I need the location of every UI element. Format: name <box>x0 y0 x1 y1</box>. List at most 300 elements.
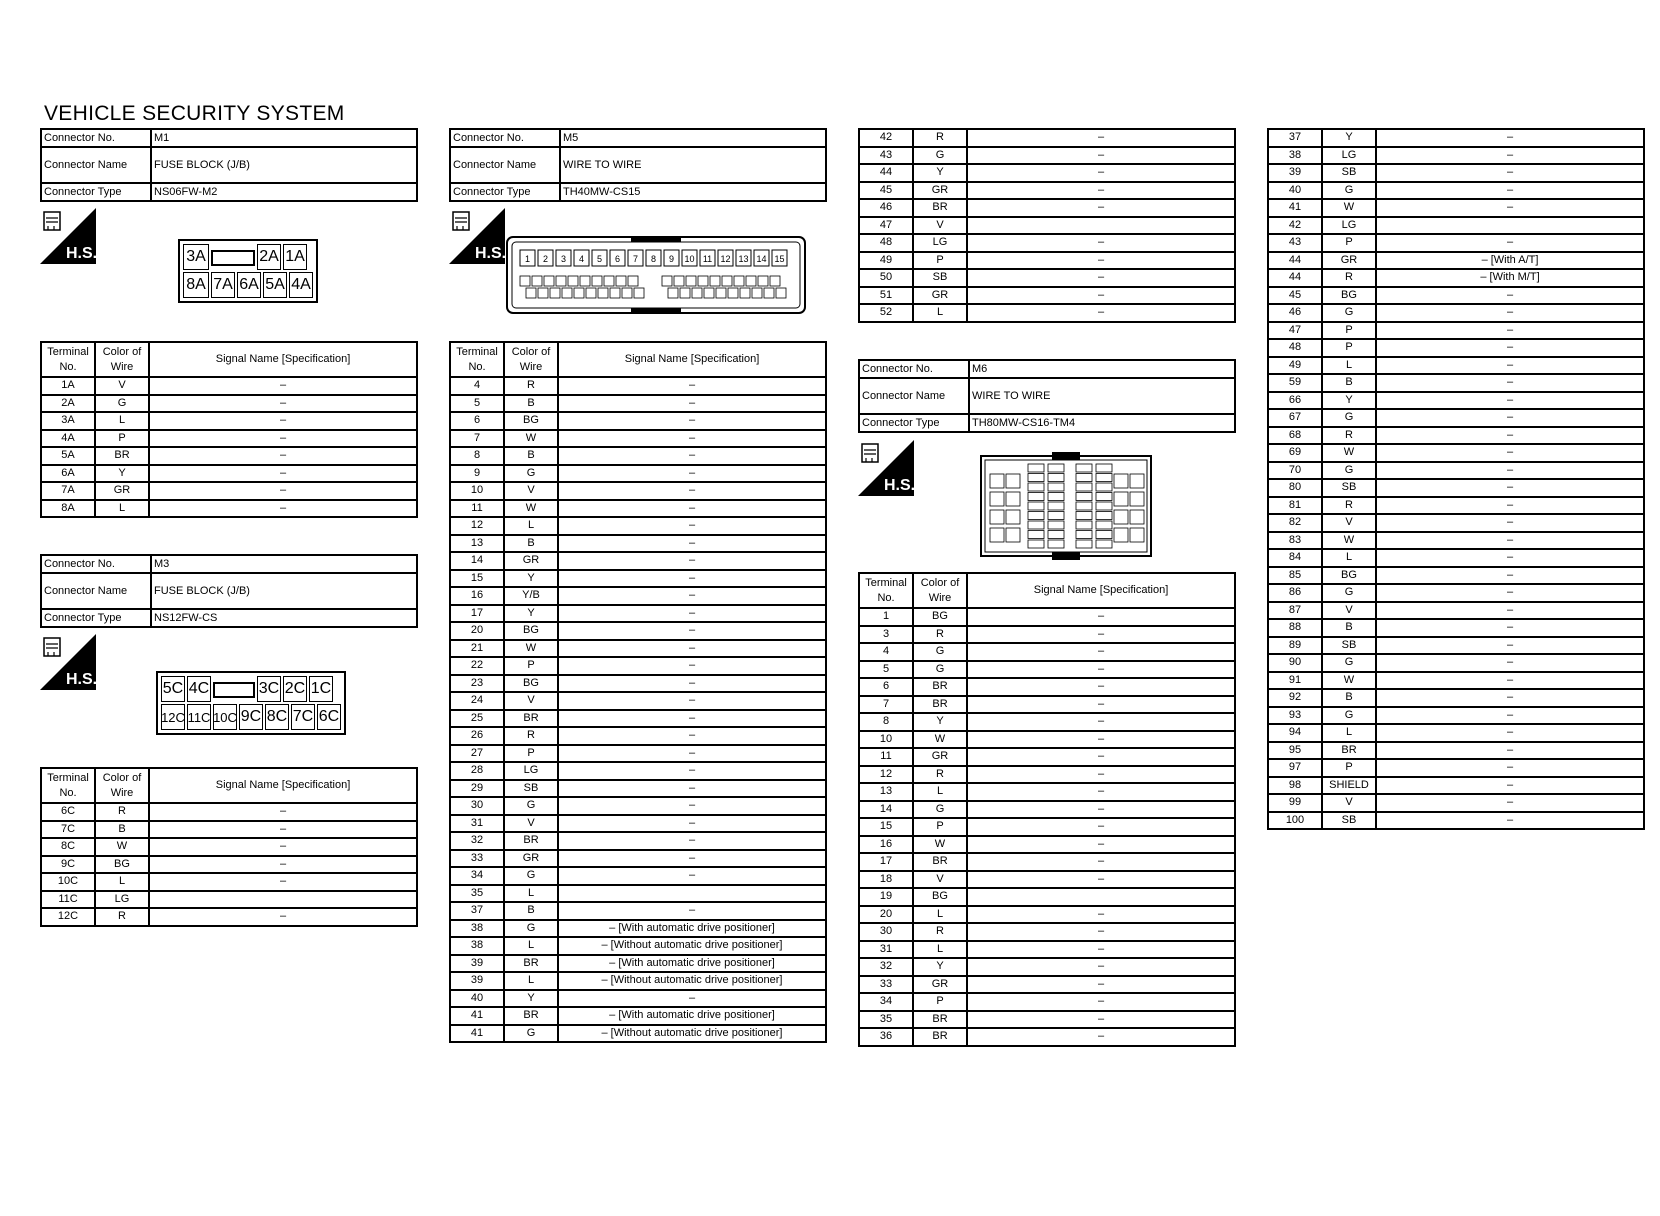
m6-large-pin <box>1114 492 1128 506</box>
signal-name-cell: – <box>967 906 1235 924</box>
table-row <box>1268 479 1644 497</box>
m5-pin-label: 7 <box>632 254 639 264</box>
m3-no: M3 <box>151 555 417 573</box>
wire-color-cell: L <box>913 941 967 959</box>
wire-color-cell: G <box>504 1025 558 1043</box>
m1-name-label: Connector Name <box>41 147 151 183</box>
m6-continued-section <box>1267 128 1645 830</box>
table-row <box>450 972 826 990</box>
terminal-no-cell: 83 <box>1268 532 1322 550</box>
wire-color-cell: W <box>504 640 558 658</box>
m5-pin-label: 15 <box>774 254 785 264</box>
terminal-no-cell: 47 <box>859 217 913 235</box>
signal-name-cell: – <box>1376 322 1644 340</box>
table-row <box>1268 304 1644 322</box>
table-row <box>859 1028 1235 1046</box>
signal-name-cell: – <box>967 1028 1235 1046</box>
m1-key <box>211 250 255 266</box>
m5-small-pin <box>662 276 672 286</box>
wire-color-cell: B <box>1322 689 1376 707</box>
m5-small-pin <box>562 288 572 298</box>
signal-name-cell: – [Without automatic drive positioner] <box>558 972 826 990</box>
terminal-no-cell: 37 <box>1268 129 1322 147</box>
terminal-no-cell: 10C <box>41 873 95 891</box>
m6-large-pin <box>990 492 1004 506</box>
signal-name-cell: – <box>967 199 1235 217</box>
wire-color-cell: Y/B <box>504 587 558 605</box>
table-row <box>1268 444 1644 462</box>
m5-small-pin <box>628 276 638 286</box>
table-row <box>859 958 1235 976</box>
table-row <box>1268 672 1644 690</box>
m6-small-pin <box>1076 521 1092 529</box>
signal-name-cell: – <box>149 465 417 483</box>
hs-icon <box>858 440 914 496</box>
hs-label: H.S. <box>475 245 505 262</box>
signal-name-cell: – <box>149 821 417 839</box>
m6-small-pin <box>1096 483 1112 491</box>
m5-small-pin <box>604 276 614 286</box>
m5-small-pin <box>568 276 578 286</box>
signal-name-cell: – <box>1376 427 1644 445</box>
signal-name-cell: – <box>558 482 826 500</box>
table-row <box>450 780 826 798</box>
wire-color-cell: BR <box>913 1028 967 1046</box>
table-row <box>859 164 1235 182</box>
terminal-no-cell: 38 <box>1268 147 1322 165</box>
terminal-no-cell: 68 <box>1268 427 1322 445</box>
terminal-no-cell: 4 <box>859 643 913 661</box>
table-row <box>859 643 1235 661</box>
terminal-no-cell: 19 <box>859 888 913 906</box>
m5-pin-label: 9 <box>668 254 675 264</box>
terminal-no-cell: 5A <box>41 447 95 465</box>
table-row <box>1268 234 1644 252</box>
terminal-no-cell: 95 <box>1268 742 1322 760</box>
terminal-no-cell: 28 <box>450 762 504 780</box>
terminal-no-cell: 100 <box>1268 812 1322 830</box>
wire-color-cell: R <box>504 377 558 395</box>
table-row <box>450 587 826 605</box>
hs-label: H.S. <box>884 477 914 494</box>
wire-color-cell: B <box>504 902 558 920</box>
signal-name-cell: – <box>1376 672 1644 690</box>
terminal-no-cell: 87 <box>1268 602 1322 620</box>
m6-type: TH80MW-CS16-TM4 <box>969 414 1235 432</box>
m5-continued-table <box>858 128 1236 323</box>
signal-name-cell <box>149 891 417 909</box>
table-row <box>450 377 826 395</box>
terminal-no-cell: 41 <box>1268 199 1322 217</box>
m6-terminal-table <box>858 572 1236 1047</box>
terminal-no-cell: 30 <box>859 923 913 941</box>
wire-color-cell: Y <box>1322 392 1376 410</box>
signal-name-cell: – <box>558 587 826 605</box>
m1-connector-face <box>178 239 318 303</box>
wire-color-cell: BG <box>913 608 967 626</box>
m6-large-pin <box>990 510 1004 524</box>
table-row <box>41 412 417 430</box>
signal-name-cell: – [With automatic drive positioner] <box>558 1007 826 1025</box>
signal-name-cell: – <box>1376 199 1644 217</box>
table-row <box>450 692 826 710</box>
m6-small-pin <box>1096 474 1112 482</box>
m6-large-pin <box>1130 510 1144 524</box>
terminal-no-cell: 37 <box>450 902 504 920</box>
m5-pin-label: 13 <box>738 254 749 264</box>
table-row <box>1268 374 1644 392</box>
terminal-no-cell: 33 <box>450 850 504 868</box>
table-row <box>450 517 826 535</box>
m6-small-pin <box>1048 540 1064 548</box>
table-row <box>1268 269 1644 287</box>
terminal-no-cell: 39 <box>1268 164 1322 182</box>
hs-icon <box>40 208 96 264</box>
terminal-no-cell: 66 <box>1268 392 1322 410</box>
m6-name-label: Connector Name <box>859 378 969 414</box>
table-row <box>450 430 826 448</box>
wire-color-cell: G <box>913 147 967 165</box>
table-row <box>859 941 1235 959</box>
m5-small-pin <box>610 288 620 298</box>
wire-color-cell: Y <box>1322 129 1376 147</box>
terminal-no-cell: 20 <box>450 622 504 640</box>
terminal-no-cell: 93 <box>1268 707 1322 725</box>
table-row <box>1268 199 1644 217</box>
signal-name-cell: – <box>967 818 1235 836</box>
terminal-no-cell: 23 <box>450 675 504 693</box>
table-row <box>859 801 1235 819</box>
wire-color-cell: G <box>95 395 149 413</box>
m5-terminal-table <box>449 341 827 1043</box>
m6-no: M6 <box>969 360 1235 378</box>
m3-name-label: Connector Name <box>41 573 151 609</box>
signal-name-cell: – <box>967 626 1235 644</box>
m5-small-pin <box>722 276 732 286</box>
terminal-no-cell: 81 <box>1268 497 1322 515</box>
wire-color-cell: BG <box>1322 567 1376 585</box>
m3-pin: 1C <box>309 676 333 702</box>
connector-m1-section <box>40 128 418 202</box>
wire-color-cell: R <box>1322 427 1376 445</box>
table-row <box>450 1025 826 1043</box>
terminal-no-cell: 33 <box>859 976 913 994</box>
wire-color-cell: R <box>504 727 558 745</box>
table-row <box>450 605 826 623</box>
terminal-no-cell: 27 <box>450 745 504 763</box>
m3-name: FUSE BLOCK (J/B) <box>151 573 417 609</box>
signal-name-cell: – <box>558 692 826 710</box>
signal-name-cell: – <box>558 570 826 588</box>
table-row <box>450 815 826 833</box>
wire-color-cell: LG <box>1322 147 1376 165</box>
m6-small-pin <box>1076 464 1092 472</box>
wire-color-cell: P <box>95 430 149 448</box>
terminal-no-cell: 5 <box>450 395 504 413</box>
wire-color-cell: L <box>504 885 558 903</box>
table-row <box>1268 409 1644 427</box>
connector-m5-section <box>449 128 827 202</box>
wire-color-cell: GR <box>913 748 967 766</box>
table-row <box>859 696 1235 714</box>
table-row <box>1268 164 1644 182</box>
terminal-no-cell: 41 <box>450 1007 504 1025</box>
m5-small-pin <box>580 276 590 286</box>
m6-small-pin <box>1028 521 1044 529</box>
wire-color-cell: W <box>1322 672 1376 690</box>
table-row <box>41 500 417 518</box>
signal-name-cell: – <box>967 766 1235 784</box>
table-row <box>1268 777 1644 795</box>
terminal-no-cell: 39 <box>450 972 504 990</box>
m6-large-pin <box>1130 492 1144 506</box>
signal-name-cell: – <box>149 447 417 465</box>
wire-color-cell: V <box>913 871 967 889</box>
wire-color-cell: P <box>1322 339 1376 357</box>
m6-large-pin <box>1006 492 1020 506</box>
signal-name-cell: – <box>558 605 826 623</box>
terminal-no-cell: 12C <box>41 908 95 926</box>
table-row <box>1268 759 1644 777</box>
table-row <box>859 748 1235 766</box>
m1-pin: 4A <box>289 272 313 298</box>
table-row <box>450 937 826 955</box>
signal-name-cell: – <box>967 147 1235 165</box>
wire-color-cell: R <box>913 923 967 941</box>
wire-color-cell: L <box>1322 549 1376 567</box>
m6-small-pin <box>1096 540 1112 548</box>
m5-pin-label: 1 <box>524 254 531 264</box>
m6-small-pin <box>1096 464 1112 472</box>
table-row <box>41 377 417 395</box>
table-row <box>450 990 826 1008</box>
m5-small-pin <box>716 288 726 298</box>
terminal-no-cell: 18 <box>859 871 913 889</box>
m3-connector-face <box>156 671 346 735</box>
wire-color-cell: GR <box>1322 252 1376 270</box>
table-row <box>450 570 826 588</box>
m1-name: FUSE BLOCK (J/B) <box>151 147 417 183</box>
table-row <box>41 908 417 926</box>
terminal-no-cell: 51 <box>859 287 913 305</box>
table-row <box>1268 602 1644 620</box>
wire-color-cell: G <box>1322 182 1376 200</box>
m3-pin: 6C <box>317 704 341 730</box>
m6-small-pin <box>1076 483 1092 491</box>
wire-color-cell: BR <box>504 1007 558 1025</box>
signal-name-cell: – <box>1376 707 1644 725</box>
signal-name-cell: – <box>967 234 1235 252</box>
table-row <box>1268 514 1644 532</box>
table-row <box>859 252 1235 270</box>
signal-name-cell: – <box>967 643 1235 661</box>
table-row <box>859 976 1235 994</box>
m5-no: M5 <box>560 129 826 147</box>
terminal-no-header: Terminal No. <box>41 342 95 377</box>
wire-color-cell: P <box>913 818 967 836</box>
m5-top-pins <box>520 250 787 266</box>
signal-name-cell: – <box>1376 794 1644 812</box>
table-row <box>1268 637 1644 655</box>
terminal-no-cell: 92 <box>1268 689 1322 707</box>
table-row <box>1268 567 1644 585</box>
wire-color-cell: GR <box>504 850 558 868</box>
signal-name-cell: – <box>967 608 1235 626</box>
terminal-no-cell: 40 <box>1268 182 1322 200</box>
m5-small-pin <box>674 276 684 286</box>
signal-name-cell: – <box>1376 812 1644 830</box>
signal-name-header: Signal Name [Specification] <box>149 342 417 377</box>
m5-pin-label: 10 <box>684 254 695 264</box>
terminal-no-cell: 41 <box>450 1025 504 1043</box>
wire-color-cell: Y <box>913 164 967 182</box>
table-row <box>859 304 1235 322</box>
terminal-no-cell: 69 <box>1268 444 1322 462</box>
m5-no-label: Connector No. <box>450 129 560 147</box>
table-row <box>859 182 1235 200</box>
m3-pin: 4C <box>187 676 211 702</box>
signal-name-cell: – <box>558 745 826 763</box>
wire-color-cell: BG <box>913 888 967 906</box>
signal-name-cell: – <box>558 640 826 658</box>
signal-name-cell: – <box>558 395 826 413</box>
table-row <box>1268 129 1644 147</box>
table-row <box>859 287 1235 305</box>
table-row <box>450 395 826 413</box>
terminal-no-cell: 80 <box>1268 479 1322 497</box>
signal-name-cell: – <box>1376 234 1644 252</box>
wire-color-cell: Y <box>504 605 558 623</box>
m5-small-pin <box>634 288 644 298</box>
signal-name-cell: – <box>1376 129 1644 147</box>
signal-name-cell: – <box>149 908 417 926</box>
signal-name-cell: – <box>149 838 417 856</box>
m6-small-pin <box>1096 502 1112 510</box>
wire-color-cell: W <box>913 836 967 854</box>
table-row <box>859 199 1235 217</box>
signal-name-cell: – <box>967 836 1235 854</box>
signal-name-cell: – <box>967 976 1235 994</box>
table-row <box>450 727 826 745</box>
signal-name-cell: – [Without automatic drive positioner] <box>558 1025 826 1043</box>
terminal-no-cell: 94 <box>1268 724 1322 742</box>
m3-terminal-section <box>40 767 418 927</box>
m5-small-pin <box>520 276 530 286</box>
m3-type-label: Connector Type <box>41 609 151 627</box>
wire-color-cell: SB <box>1322 164 1376 182</box>
terminal-no-cell: 31 <box>859 941 913 959</box>
terminal-no-cell: 43 <box>1268 234 1322 252</box>
wire-color-cell: BR <box>913 199 967 217</box>
wire-color-cell: L <box>95 873 149 891</box>
wire-color-cell: BR <box>504 832 558 850</box>
terminal-no-cell: 1 <box>859 608 913 626</box>
m6-small-pin <box>1076 512 1092 520</box>
color-of-wire-header: Color of Wire <box>913 573 967 608</box>
wire-color-cell: W <box>504 430 558 448</box>
terminal-no-cell: 88 <box>1268 619 1322 637</box>
terminal-no-cell: 22 <box>450 657 504 675</box>
terminal-no-cell: 45 <box>859 182 913 200</box>
m5-pin-label: 12 <box>720 254 731 264</box>
wire-color-cell: GR <box>913 287 967 305</box>
table-row <box>859 1011 1235 1029</box>
m5-small-pin <box>592 276 602 286</box>
wire-color-cell: L <box>913 906 967 924</box>
signal-name-cell <box>1376 217 1644 235</box>
m5-pin-label: 11 <box>702 254 713 264</box>
table-row <box>450 745 826 763</box>
terminal-no-cell: 49 <box>1268 357 1322 375</box>
wire-color-cell: W <box>95 838 149 856</box>
table-row <box>1268 794 1644 812</box>
signal-name-cell: – <box>967 678 1235 696</box>
table-row <box>1268 812 1644 830</box>
terminal-no-cell: 17 <box>859 853 913 871</box>
signal-name-cell: – [With A/T] <box>1376 252 1644 270</box>
signal-name-cell: – <box>558 727 826 745</box>
signal-name-cell: – <box>967 661 1235 679</box>
wire-color-cell: G <box>504 920 558 938</box>
signal-name-cell: – <box>967 713 1235 731</box>
wire-color-cell: L <box>1322 357 1376 375</box>
signal-name-cell: – <box>1376 304 1644 322</box>
table-row <box>450 640 826 658</box>
m6-small-pin <box>1048 464 1064 472</box>
signal-name-cell: – <box>558 815 826 833</box>
signal-name-cell: – <box>967 696 1235 714</box>
m3-pin: 5C <box>161 676 185 702</box>
signal-name-cell: – <box>1376 374 1644 392</box>
table-row <box>41 838 417 856</box>
signal-name-cell: – <box>558 377 826 395</box>
m6-small-pin <box>1028 540 1044 548</box>
wire-color-cell: SB <box>1322 812 1376 830</box>
wire-color-cell: Y <box>913 713 967 731</box>
wire-color-cell: R <box>95 803 149 821</box>
m6-small-pin <box>1028 483 1044 491</box>
table-row <box>450 832 826 850</box>
m1-pin: 8A <box>183 272 209 298</box>
table-row <box>1268 707 1644 725</box>
m5-small-pin <box>758 276 768 286</box>
wire-color-cell: B <box>504 447 558 465</box>
wire-color-cell: V <box>504 815 558 833</box>
signal-name-cell: – <box>558 447 826 465</box>
m1-pin: 7A <box>211 272 235 298</box>
m6-small-pin <box>1076 493 1092 501</box>
signal-name-cell: – <box>1376 619 1644 637</box>
signal-name-cell: – <box>558 762 826 780</box>
m5-small-pin <box>550 288 560 298</box>
wire-color-cell: V <box>1322 514 1376 532</box>
m6-small-pin <box>1048 502 1064 510</box>
signal-name-cell: – <box>149 873 417 891</box>
wire-color-cell: BR <box>913 853 967 871</box>
table-row <box>450 920 826 938</box>
table-row <box>859 678 1235 696</box>
wire-color-cell: Y <box>504 990 558 1008</box>
m5-small-pin <box>526 288 536 298</box>
signal-name-cell: – <box>967 269 1235 287</box>
table-row <box>859 818 1235 836</box>
terminal-no-cell: 30 <box>450 797 504 815</box>
table-row <box>859 993 1235 1011</box>
color-of-wire-header: Color of Wire <box>95 342 149 377</box>
wire-color-cell: R <box>913 766 967 784</box>
m3-pin: 2C <box>283 676 307 702</box>
terminal-no-cell: 42 <box>1268 217 1322 235</box>
